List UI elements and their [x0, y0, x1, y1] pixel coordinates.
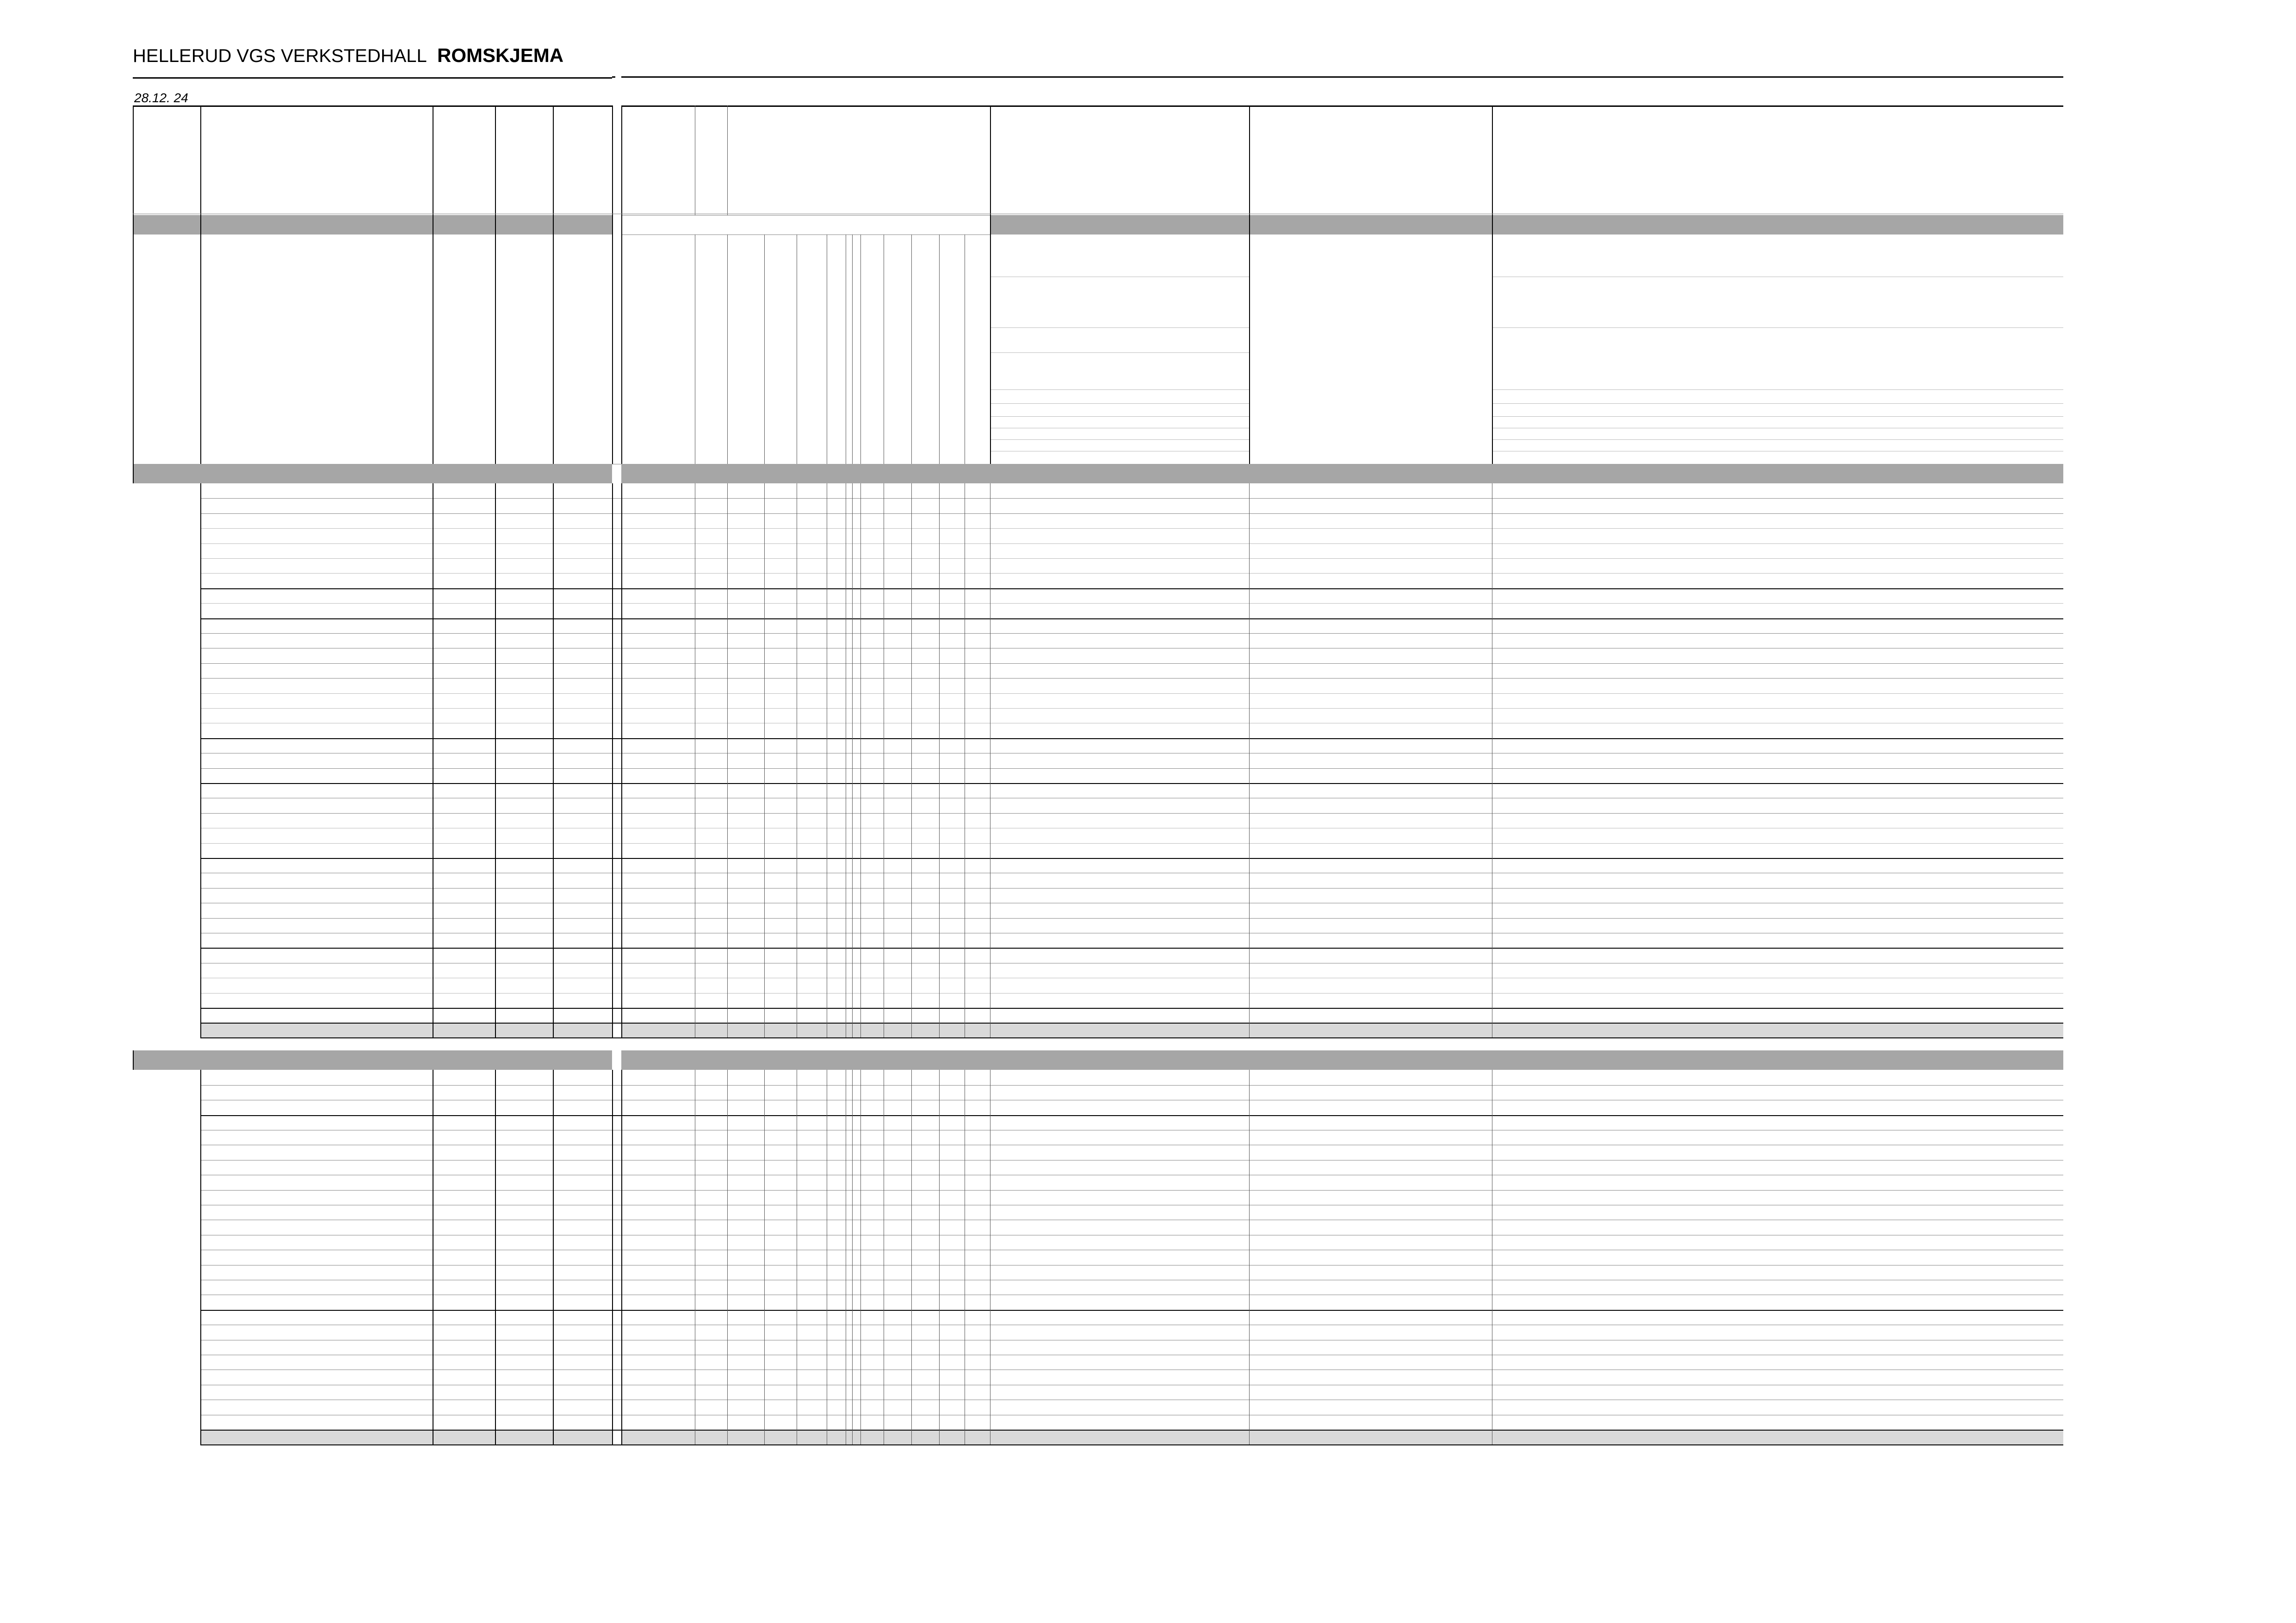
- row-divider: [200, 948, 2063, 949]
- column-divider: [764, 1070, 765, 1444]
- row-divider: [200, 918, 2063, 919]
- column-divider: [200, 105, 201, 464]
- row-divider: [200, 513, 2063, 514]
- sub-line: [200, 558, 2063, 559]
- row-divider: [200, 1085, 2063, 1086]
- band-line: [621, 215, 990, 216]
- sub-line: [200, 843, 2063, 844]
- column-divider: [911, 483, 912, 1037]
- column-divider: [1249, 1070, 1250, 1444]
- row-divider: [200, 663, 2063, 664]
- column-divider: [911, 235, 912, 464]
- column-divider: [200, 483, 201, 1037]
- sum-top: [200, 1430, 2063, 1431]
- row-divider: [200, 633, 2063, 634]
- note-line: [990, 416, 1249, 417]
- title-bold-text: ROMSKJEMA: [437, 44, 564, 66]
- sub-line: [200, 603, 2063, 604]
- row-divider: [200, 1008, 2063, 1009]
- row-divider: [200, 498, 2063, 499]
- column-divider: [495, 105, 496, 464]
- sub-line: [200, 543, 2063, 544]
- note-line: [990, 352, 1249, 353]
- plan-band: [133, 1050, 612, 1070]
- column-divider: [1492, 105, 1493, 464]
- row-divider: [200, 813, 2063, 814]
- column-divider: [553, 483, 554, 1037]
- row-divider: [200, 1190, 2063, 1191]
- sub-line: [200, 573, 2063, 574]
- column-divider: [852, 235, 853, 464]
- column-divider: [727, 105, 728, 215]
- row-divider: [200, 768, 2063, 769]
- document-title: [133, 44, 563, 67]
- column-divider: [727, 235, 728, 464]
- header-band: [133, 215, 612, 235]
- note-line: [990, 389, 1249, 390]
- column-divider: [727, 483, 728, 1037]
- column-divider: [911, 1070, 912, 1444]
- column-divider: [727, 1070, 728, 1444]
- column-divider: [990, 105, 991, 464]
- column-divider: [939, 483, 940, 1037]
- note-line: [1492, 327, 2063, 328]
- plan-band: [133, 464, 612, 483]
- column-divider: [553, 105, 554, 464]
- note-line: [990, 403, 1249, 404]
- document-date: 28.12. 24: [134, 91, 188, 105]
- column-divider: [553, 1070, 554, 1444]
- column-divider: [200, 1070, 201, 1444]
- row-divider: [200, 738, 2063, 739]
- title-text: HELLERUD VGS VERKSTEDHALL: [133, 46, 427, 66]
- column-divider: [495, 483, 496, 1037]
- column-divider: [612, 105, 613, 464]
- column-divider: [612, 483, 613, 1037]
- note-line: [1492, 439, 2063, 440]
- column-divider: [133, 1050, 134, 1070]
- column-divider: [133, 105, 134, 464]
- column-divider: [764, 483, 765, 1037]
- column-divider: [939, 235, 940, 464]
- column-divider: [939, 1070, 940, 1444]
- column-divider: [860, 483, 861, 1037]
- row-divider: [200, 588, 2063, 589]
- sum-band: [200, 1023, 612, 1037]
- column-divider: [621, 483, 622, 1037]
- column-divider: [860, 235, 861, 464]
- sub-line: [200, 528, 2063, 529]
- sum-bottom: [200, 1444, 2063, 1445]
- column-divider: [621, 105, 622, 464]
- row-divider: [200, 678, 2063, 679]
- note-line: [1492, 416, 2063, 417]
- column-divider: [495, 1070, 496, 1444]
- row-divider: [200, 618, 2063, 619]
- top-rule: [612, 76, 615, 78]
- sum-band: [200, 1430, 612, 1444]
- note-line: [1492, 389, 2063, 390]
- column-divider: [1249, 105, 1250, 464]
- column-divider: [852, 1070, 853, 1444]
- top-rule: [621, 76, 2063, 78]
- column-divider: [852, 483, 853, 1037]
- row-divider: [200, 1115, 2063, 1116]
- header-top-rule: [621, 105, 2063, 107]
- row-divider: [200, 888, 2063, 889]
- sum-band: [621, 1023, 2063, 1037]
- note-line: [990, 439, 1249, 440]
- column-divider: [860, 1070, 861, 1444]
- row-divider: [200, 783, 2063, 784]
- sub-line: [200, 708, 2063, 709]
- row-divider: [200, 1310, 2063, 1311]
- note-line: [1492, 403, 2063, 404]
- sub-line: [200, 993, 2063, 994]
- column-divider: [1249, 483, 1250, 1037]
- sum-bottom: [200, 1037, 2063, 1038]
- sum-band: [621, 1430, 2063, 1444]
- top-rule: [133, 77, 612, 79]
- sub-line: [200, 693, 2063, 694]
- sum-top: [200, 1023, 2063, 1024]
- column-divider: [621, 1070, 622, 1444]
- header-band: [990, 215, 2063, 235]
- column-divider: [133, 464, 134, 483]
- header-top-rule: [133, 105, 612, 107]
- row-divider: [200, 858, 2063, 859]
- note-line: [990, 327, 1249, 328]
- plan-band: [621, 464, 2063, 483]
- column-divider: [764, 235, 765, 464]
- plan-band: [621, 1050, 2063, 1070]
- column-divider: [612, 1070, 613, 1444]
